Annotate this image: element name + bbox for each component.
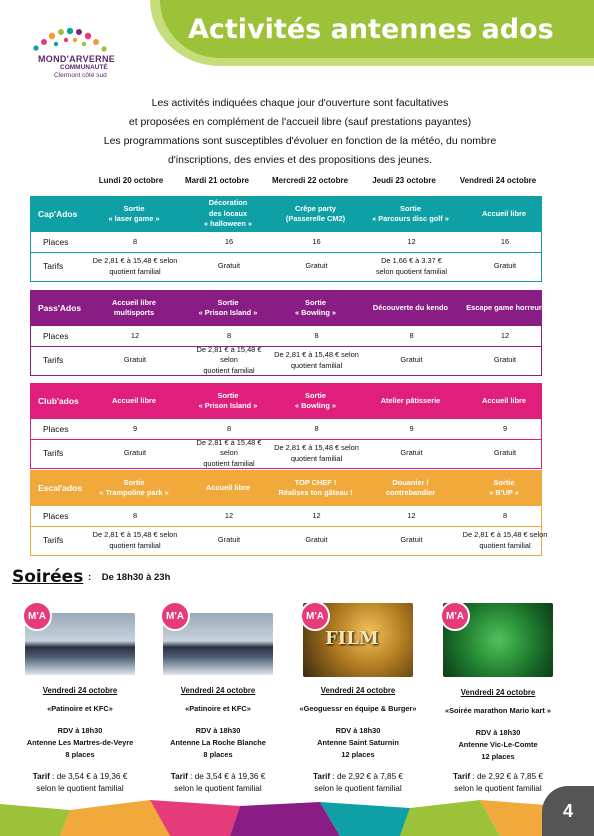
soirees-title: Soirées: [12, 567, 84, 587]
soiree-antenne: Antenne La Roche Blanche: [170, 738, 266, 747]
soiree-date: Vendredi 24 octobre: [180, 686, 256, 695]
places-row-value: 8: [226, 423, 232, 433]
tarifs-row: [31, 439, 541, 468]
footer-band: [0, 800, 594, 836]
soiree-tarif: [10, 771, 150, 794]
tarifs-row-value: Gratuit: [123, 448, 147, 458]
soiree-card: [288, 603, 428, 798]
places-row-value: 9: [502, 423, 508, 433]
tarifs-row-value: Gratuit: [123, 355, 147, 365]
soiree-antenne: Antenne Les Martres-de-Veyre: [26, 738, 134, 747]
places-row-label: Places: [43, 330, 69, 341]
logo-dots-icon: [14, 22, 124, 56]
tarifs-row-value: Gratuit: [400, 535, 423, 545]
places-row: [31, 419, 541, 439]
places-row: [31, 326, 541, 346]
ma-badge-icon: M'A: [22, 601, 52, 631]
activity-cell: Accueil libre: [482, 208, 526, 218]
activity-cell: Découverte du kendo: [372, 302, 449, 312]
tarifs-row-value: Gratuit: [305, 535, 328, 545]
tarifs-row-value: Gratuit: [217, 261, 241, 271]
places-row-value: 8: [409, 330, 414, 340]
tarifs-row-value: Gratuit: [400, 448, 423, 458]
tarif-note: selon le quotient familial: [36, 783, 124, 793]
tarifs-row-value: De 2,81 € à 15,48 € selon quotient familial: [92, 530, 178, 550]
places-row-value: 8: [132, 236, 138, 246]
places-row-value: 8: [502, 510, 508, 520]
table-body: [30, 419, 542, 469]
soiree-card: [148, 603, 288, 798]
places-row-value: 16: [312, 236, 321, 246]
tarifs-row: [31, 526, 548, 555]
tarif-label: Tarif: [453, 772, 471, 781]
soiree-card: [428, 603, 568, 798]
soiree-places: 8 places: [203, 750, 233, 759]
antenne-name: Escal'ados: [38, 482, 83, 493]
soiree-date: Vendredi 24 octobre: [320, 686, 396, 695]
day-headers: [0, 176, 594, 190]
activity-cell: Sortie « Prison Island »: [198, 297, 258, 317]
antenne-name: Pass'Ados: [38, 302, 82, 313]
tarif-range: : de 3,54 € à 19,36 €: [49, 772, 128, 781]
soirees-time: [88, 572, 170, 583]
soiree-places: 12 places: [481, 752, 515, 761]
places-row-value: 9: [132, 423, 138, 433]
soiree-name: «Patinoire et KFC»: [47, 704, 113, 713]
tarifs-row-label: Tarifs: [43, 448, 64, 459]
tarifs-row-value: De 2,81 € à 15,48 € selon quotient familial: [274, 443, 359, 463]
logo-name: MOND'ARVERNE: [38, 54, 116, 64]
footer-stripes-icon: [0, 800, 594, 836]
tarifs-row-label: Tarifs: [43, 355, 64, 366]
tarifs-row-label: Tarifs: [43, 535, 64, 546]
places-row: [31, 232, 541, 252]
places-row-label: Places: [43, 236, 69, 247]
places-row: [31, 506, 541, 526]
places-row-label: Places: [43, 510, 69, 521]
tarifs-row-value: Gratuit: [493, 448, 517, 458]
tarifs-row-value: De 2,81 € à 15,48 € selon quotient familial: [274, 350, 359, 370]
logo: [14, 22, 124, 82]
places-row-value: 12: [407, 510, 416, 520]
table-header-row: [30, 290, 542, 326]
activity-cell: Accueil libre: [206, 482, 250, 492]
activity-cell: Sortie « Prison Island »: [198, 390, 258, 410]
intro-text: [60, 94, 540, 170]
intro-line: et proposées en complément de l'accueil libre (sauf prestations payantes): [128, 116, 472, 128]
antenne-name: Cap'Ados: [38, 208, 78, 219]
tarifs-row-value: Gratuit: [493, 355, 517, 365]
tarifs-row-value: Gratuit: [400, 355, 423, 365]
intro-line: Les activités indiquées chaque jour d'ouverture sont facultatives: [151, 97, 449, 109]
places-row-value: 8: [314, 423, 319, 433]
activity-cell: Décoration des locaux « halloween »: [203, 198, 253, 229]
soiree-tarif: [148, 771, 288, 794]
places-row-value: 16: [224, 236, 234, 246]
activity-table: [30, 383, 542, 469]
tarifs-row-value: De 1.66 € à 3.37 € selon quotient familial: [375, 256, 448, 276]
logo-subtitle: COMMUNAUTÉ: [60, 64, 108, 71]
tarifs-row-value: Gratuit: [305, 261, 328, 271]
places-row-value: 16: [500, 236, 510, 246]
tarifs-row-value: De 2,81 € à 15,48 € selon quotient familial: [462, 530, 548, 550]
activity-cell: Sortie « Trampoline park »: [99, 477, 169, 497]
day-header: Mercredi 22 octobre: [271, 176, 349, 185]
day-header: Lundi 20 octobre: [98, 176, 164, 185]
tarifs-row-value: Gratuit: [217, 535, 241, 545]
table-body: [30, 232, 542, 282]
activity-cell: Sortie « laser game »: [108, 203, 160, 223]
places-row-label: Places: [43, 423, 69, 434]
soiree-rdv: RDV à 18h30: [475, 728, 521, 737]
tarif-label: Tarif: [313, 772, 331, 781]
page-title: Activités antennes ados: [188, 14, 554, 45]
soiree-antenne: Antenne Vic-Le-Comte: [458, 740, 538, 749]
soirees-colon: :: [88, 572, 92, 583]
soiree-antenne: Antenne Saint Saturnin: [317, 738, 399, 747]
places-row-value: 12: [500, 330, 510, 340]
soiree-rdv: RDV à 18h30: [335, 726, 381, 735]
intro-line: Les programmations sont susceptibles d'évoluer en fonction de la météo, du nombre: [103, 135, 497, 147]
day-header: Mardi 21 octobre: [184, 176, 250, 185]
tarif-label: Tarif: [170, 772, 188, 781]
soiree-tarif: [288, 771, 428, 794]
activity-cell: Crêpe party (Passerelle CM2): [285, 203, 346, 223]
places-row-value: 12: [224, 510, 234, 520]
activity-cell: Sortie « Parcours disc golf »: [372, 203, 449, 223]
tarif-label: Tarif: [32, 772, 50, 781]
activity-cell: Atelier pâtisserie: [380, 395, 441, 405]
soiree-name: «Soirée marathon Mario kart »: [445, 706, 551, 715]
tarifs-row-value: De 2,81 € à 15,48 € selon quotient familial: [196, 437, 262, 468]
tarifs-row: [31, 346, 541, 375]
soiree-rdv: RDV à 18h30: [195, 726, 241, 735]
soiree-places: 12 places: [341, 750, 375, 759]
day-header: Vendredi 24 octobre: [459, 176, 537, 185]
day-header: Jeudi 23 octobre: [372, 176, 436, 185]
table-header-row: [30, 196, 542, 232]
soiree-rdv: RDV à 18h30: [57, 726, 103, 735]
film-text: FILM: [325, 628, 379, 649]
tarif-range: : de 3,54 € à 19,36 €: [187, 772, 266, 781]
page-number: 4: [542, 786, 594, 836]
table-header-row: [30, 383, 542, 419]
activity-cell: Sortie « Bowling »: [294, 390, 337, 410]
activity-table: [30, 290, 542, 376]
logo-tagline: Clermont côté sud: [54, 72, 107, 79]
places-row-value: 9: [409, 423, 414, 433]
activity-table: [30, 470, 548, 556]
tarif-note: selon le quotient familial: [454, 783, 542, 793]
table-body: [30, 506, 548, 556]
soiree-date: Vendredi 24 octobre: [460, 688, 536, 697]
tarifs-row-value: De 2,81 € à 15,48 € selon quotient familial: [196, 344, 262, 375]
soirees-hours: De 18h30 à 23h: [101, 572, 171, 583]
tarifs-row: [31, 252, 541, 281]
activity-cell: Sortie « B'UP »: [489, 477, 519, 497]
tarif-note: selon le quotient familial: [314, 783, 402, 793]
ma-badge-icon: M'A: [160, 601, 190, 631]
soiree-places: 8 places: [65, 750, 95, 759]
activity-table: [30, 196, 542, 282]
activity-cell: Douanier / contrebandier: [385, 477, 436, 497]
tarif-note: selon le quotient familial: [174, 783, 262, 793]
places-row-value: 12: [130, 330, 140, 340]
places-row-value: 12: [312, 510, 321, 520]
soiree-card: [10, 603, 150, 798]
activity-cell: TOP CHEF ! Réalises ton gâteau !: [278, 477, 353, 497]
activity-cell: Accueil libre: [112, 395, 156, 405]
places-row-value: 8: [226, 330, 232, 340]
intro-line: d'inscriptions, des envies et des propositions des jeunes.: [167, 154, 433, 166]
soiree-tarif: [428, 771, 568, 794]
places-row-value: 8: [314, 330, 319, 340]
soiree-name: «Geoguessr en équipe & Burger»: [299, 704, 417, 713]
tarifs-row-label: Tarifs: [43, 261, 64, 272]
activity-cell: Accueil libre: [482, 395, 526, 405]
ma-badge-icon: M'A: [300, 601, 330, 631]
activity-cell: Accueil libre multisports: [112, 297, 156, 317]
soiree-name: «Patinoire et KFC»: [185, 704, 251, 713]
places-row-value: 8: [132, 510, 138, 520]
table-header-row: [30, 470, 542, 506]
soiree-date: Vendredi 24 octobre: [42, 686, 118, 695]
tarifs-row-value: De 2,81 € à 15,48 € selon quotient familial: [92, 256, 178, 276]
tarif-range: : de 2,92 € à 7,85 €: [470, 772, 543, 781]
table-body: [30, 326, 542, 376]
tarifs-row-value: Gratuit: [493, 261, 517, 271]
tarif-range: : de 2,92 € à 7,85 €: [330, 772, 403, 781]
places-row-value: 12: [407, 236, 416, 246]
antenne-name: Club'ados: [38, 395, 79, 406]
activity-cell: Sortie « Bowling »: [294, 297, 337, 317]
activity-cell: Escape game horreur: [466, 302, 542, 312]
ma-badge-icon: M'A: [440, 601, 470, 631]
